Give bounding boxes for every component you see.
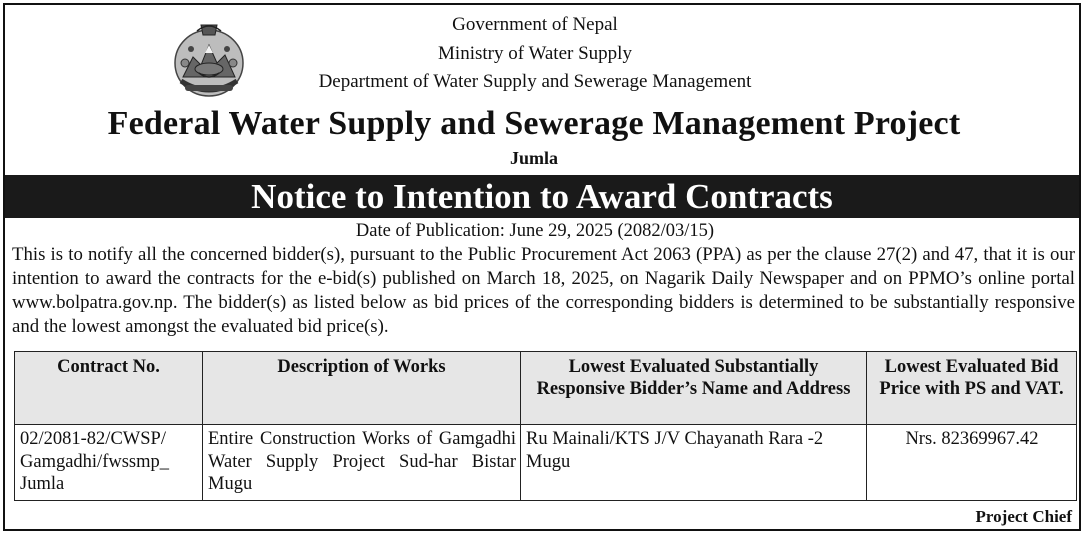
notice-page (3, 3, 1081, 531)
signature: Project Chief (975, 507, 1072, 526)
table-header-row (15, 352, 1077, 425)
cell-price: Nrs. 82369967.42 (867, 425, 1077, 501)
project-location: Jumla (509, 148, 558, 168)
department-line: Department of Water Supply and Sewerage Management (318, 71, 752, 92)
cell-bidder: Ru Mainali/KTS J/V Chayanath Rara -2 Mugu (521, 425, 867, 501)
award-table (14, 351, 1077, 501)
cell-contract-no: 02/2081-82/CWSP/ Gamgadhi/fwssmp_ Jumla (15, 425, 203, 501)
project-title: Federal Water Supply and Sewerage Management Project (107, 105, 961, 142)
header-price: Lowest Evaluated Bid Price with PS and VAT. (867, 352, 1077, 425)
government-line: Government of Nepal (452, 14, 618, 35)
cell-description: Entire Construction Works of Gamgadhi Water Supply Project Sud-har Bistar Mugu (203, 425, 521, 501)
header-description: Description of Works (203, 352, 521, 425)
table-row (15, 425, 1077, 501)
header-contract-no: Contract No. (15, 352, 203, 425)
notice-title: Notice to Intention to Award Contracts (5, 175, 1079, 218)
ministry-line: Ministry of Water Supply (438, 43, 632, 64)
notice-body: This is to notify all the concerned bidder(s), pursuant to the Public Procurement Act 2063 (PPA) as per the clause 27(2) and 47, that it is our intention to award the contracts for the e-bid(s) published on March 18, 2025, on Nagarik Daily Newspaper and on PPMO’s online portal www.bolpatra.gov.np. The bidder(s) as listed below as bid prices of the corresponding bidders is determined to be substantially responsive and the lowest amongst the evaluated bid price(s). (12, 244, 1075, 337)
header-bidder: Lowest Evaluated Substantially Responsive Bidder’s Name and Address (521, 352, 867, 425)
publication-date: Date of Publication: June 29, 2025 (2082/03/15) (355, 221, 715, 241)
